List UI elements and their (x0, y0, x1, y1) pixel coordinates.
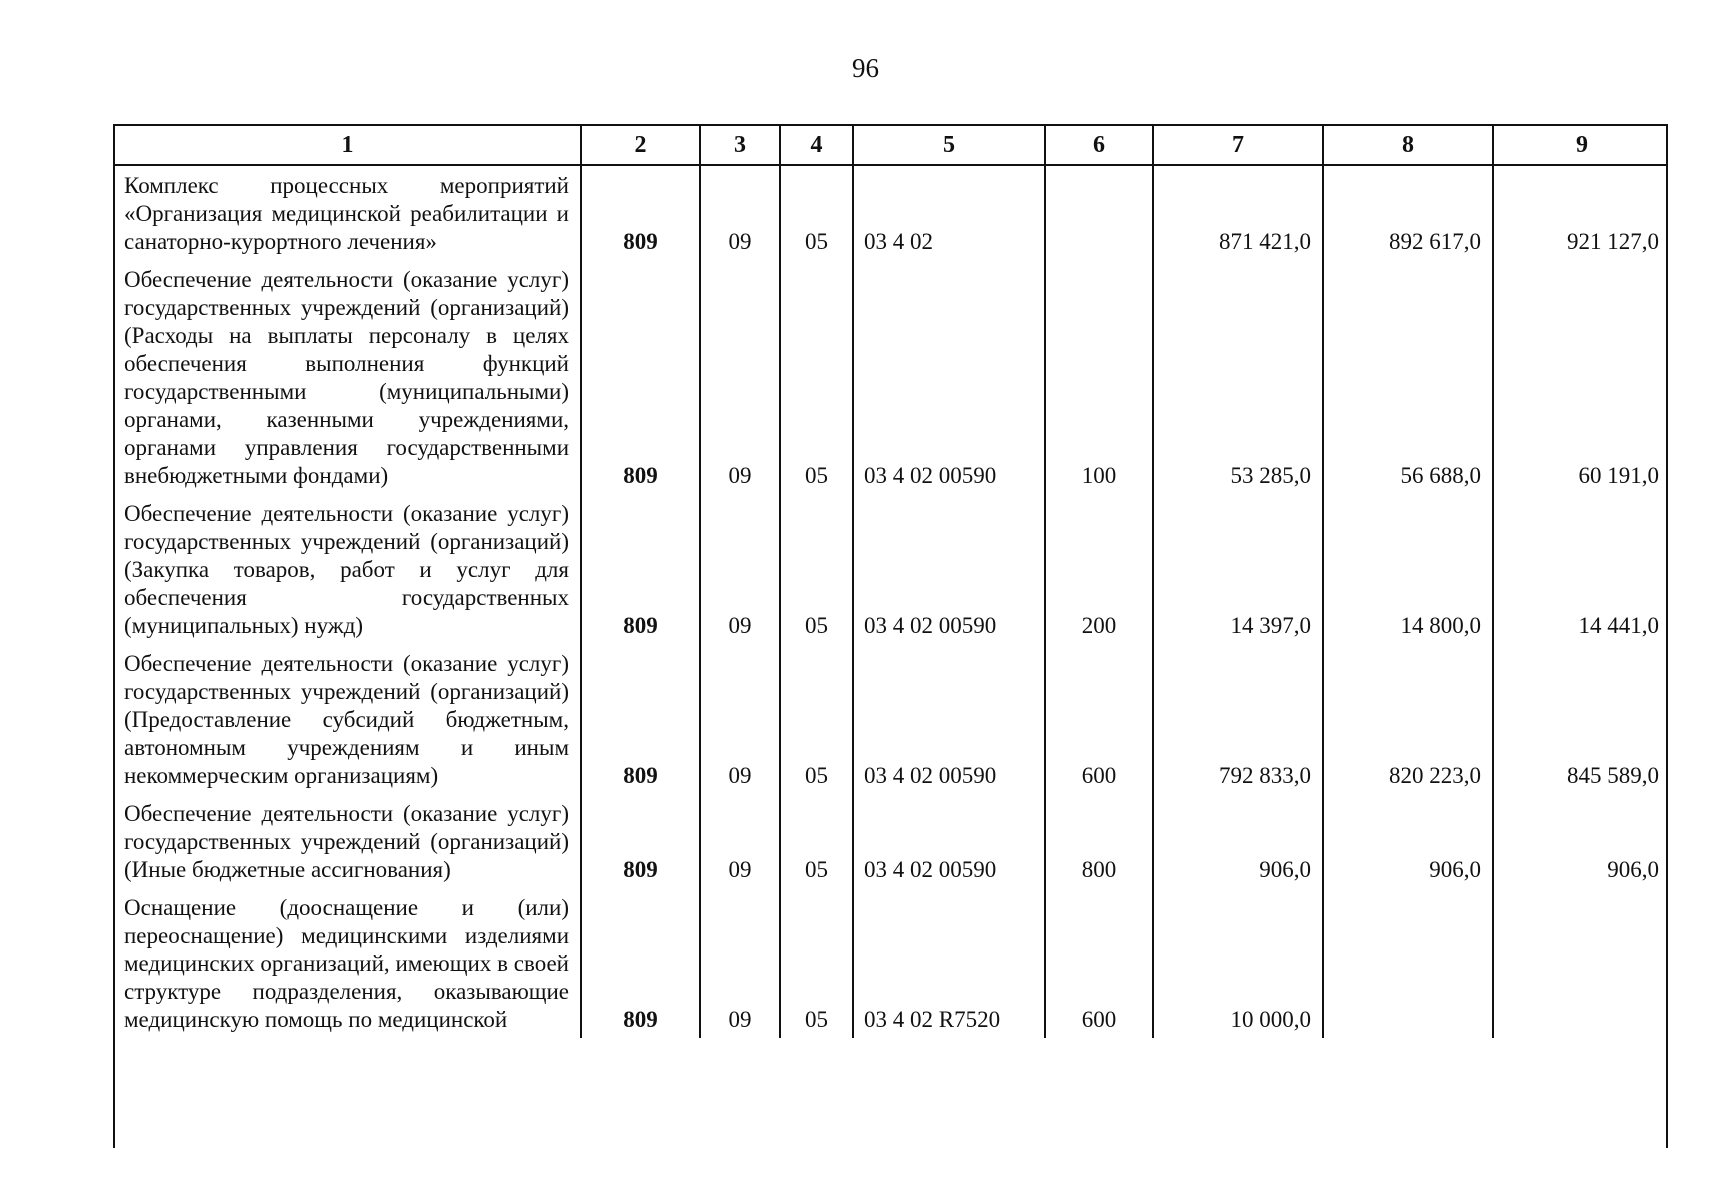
expense-type-code: 600 (1045, 888, 1153, 1038)
amount-year-2: 56 688,0 (1323, 260, 1493, 494)
grbs-code: 809 (581, 888, 700, 1038)
row-name: Обеспечение деятельности (оказание услуг) государственных учреждений (организаций) (Иные бюджетные ассигнования) (124, 801, 569, 882)
table-row (115, 165, 1668, 260)
budget-table (115, 126, 1668, 1038)
target-article-code: 03 4 02 (853, 165, 1045, 260)
grbs-code: 809 (581, 494, 700, 644)
row-name: Обеспечение деятельности (оказание услуг) государственных учреждений (организаций) (Предоставление субсидий бюджетным, автономным учреждениям и иным некоммерческим организациям) (124, 651, 569, 788)
table-row (115, 794, 1668, 888)
expense-type-code: 800 (1045, 794, 1153, 888)
amount-year-3: 60 191,0 (1493, 260, 1668, 494)
subsection-code: 05 (780, 260, 853, 494)
column-header-3: 3 (700, 126, 780, 165)
amount-year-3: 14 441,0 (1493, 494, 1668, 644)
amount-year-2: 14 800,0 (1323, 494, 1493, 644)
amount-year-1: 906,0 (1153, 794, 1323, 888)
table-row (115, 260, 1668, 494)
subsection-code: 05 (780, 888, 853, 1038)
section-code: 09 (700, 165, 780, 260)
target-article-code: 03 4 02 00590 (853, 794, 1045, 888)
section-code: 09 (700, 644, 780, 794)
column-header-8: 8 (1323, 126, 1493, 165)
amount-year-1: 14 397,0 (1153, 494, 1323, 644)
column-header-6: 6 (1045, 126, 1153, 165)
amount-year-2: 892 617,0 (1323, 165, 1493, 260)
column-header-7: 7 (1153, 126, 1323, 165)
table-row (115, 494, 1668, 644)
grbs-code: 809 (581, 260, 700, 494)
target-article-code: 03 4 02 R7520 (853, 888, 1045, 1038)
amount-year-2: 820 223,0 (1323, 644, 1493, 794)
subsection-code: 05 (780, 494, 853, 644)
section-code: 09 (700, 494, 780, 644)
target-article-code: 03 4 02 00590 (853, 644, 1045, 794)
page-number: 96 (852, 53, 879, 83)
table-row (115, 888, 1668, 1038)
amount-year-2 (1323, 888, 1493, 1038)
budget-table-frame (113, 124, 1668, 1148)
target-article-code: 03 4 02 00590 (853, 494, 1045, 644)
row-name: Обеспечение деятельности (оказание услуг) государственных учреждений (организаций) (Расходы на выплаты персоналу в целях обеспечения выполнения функций государственными (муниципальными) органами, казенными учреждениями, органами управления государственными внебюджетными фондами) (124, 267, 569, 488)
amount-year-3: 845 589,0 (1493, 644, 1668, 794)
grbs-code: 809 (581, 794, 700, 888)
grbs-code: 809 (581, 165, 700, 260)
target-article-code: 03 4 02 00590 (853, 260, 1045, 494)
expense-type-code: 200 (1045, 494, 1153, 644)
section-code: 09 (700, 888, 780, 1038)
amount-year-2: 906,0 (1323, 794, 1493, 888)
column-header-1: 1 (115, 126, 581, 165)
subsection-code: 05 (780, 644, 853, 794)
row-name: Оснащение (дооснащение и (или) переоснащение) медицинскими изделиями медицинских организаций, имеющих в своей структуре подразделения, оказывающие медицинскую помощь по медицинской (124, 895, 569, 1032)
expense-type-code: 100 (1045, 260, 1153, 494)
header-row (115, 126, 1668, 165)
amount-year-1: 53 285,0 (1153, 260, 1323, 494)
amount-year-1: 871 421,0 (1153, 165, 1323, 260)
amount-year-3: 921 127,0 (1493, 165, 1668, 260)
amount-year-1: 10 000,0 (1153, 888, 1323, 1038)
grbs-code: 809 (581, 644, 700, 794)
subsection-code: 05 (780, 794, 853, 888)
expense-type-code: 600 (1045, 644, 1153, 794)
column-header-2: 2 (581, 126, 700, 165)
section-code: 09 (700, 794, 780, 888)
table-row (115, 644, 1668, 794)
column-header-5: 5 (853, 126, 1045, 165)
row-name: Обеспечение деятельности (оказание услуг) государственных учреждений (организаций) (Закупка товаров, работ и услуг для обеспечения государственных (муниципальных) нужд) (124, 501, 569, 638)
column-header-4: 4 (780, 126, 853, 165)
section-code: 09 (700, 260, 780, 494)
row-name: Комплекс процессных мероприятий «Организация медицинской реабилитации и санаторно-курортного лечения» (124, 173, 569, 254)
subsection-code: 05 (780, 165, 853, 260)
amount-year-3: 906,0 (1493, 794, 1668, 888)
column-header-9: 9 (1493, 126, 1668, 165)
amount-year-3 (1493, 888, 1668, 1038)
amount-year-1: 792 833,0 (1153, 644, 1323, 794)
expense-type-code (1045, 165, 1153, 260)
